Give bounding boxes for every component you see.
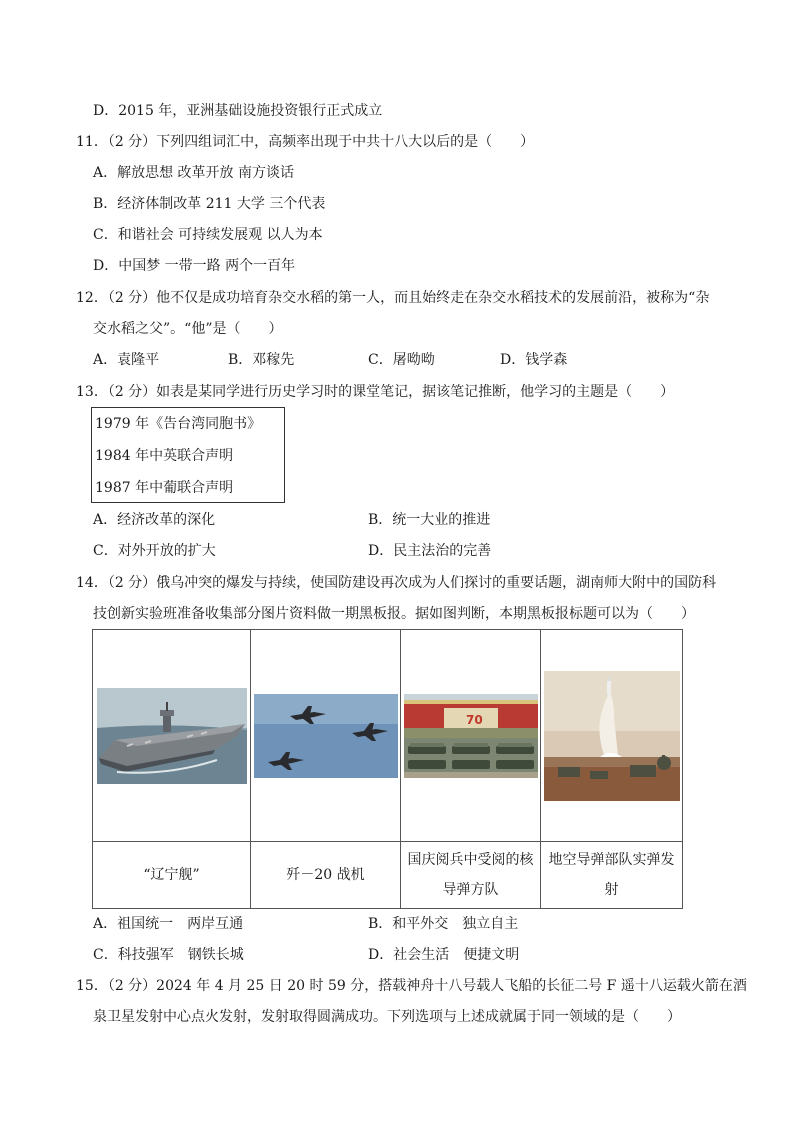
q12-option-b: B．邓稼先 <box>228 352 295 368</box>
q11-option-b: B．经济体制改革 211 大学 三个代表 <box>93 196 326 212</box>
missile-launch-photo <box>544 671 680 801</box>
q14-caption-3: 国庆阅兵中受阅的核 导弹方队 <box>401 842 541 909</box>
q11-stem: 11．（2 分）下列四组词汇中，高频率出现于中共十八大以后的是（ ） <box>76 134 535 150</box>
q13-option-a: A．经济改革的深化 <box>93 512 216 528</box>
q14-cell-liaoning <box>93 630 251 842</box>
j20-fighter-photo <box>254 694 398 778</box>
q14-caption-1: “辽宁舰” <box>93 842 251 909</box>
q11-option-a: A．解放思想 改革开放 南方谈话 <box>93 165 295 181</box>
q14-option-d: D．社会生活 便捷文明 <box>368 947 520 963</box>
q15-stem-line1: 15．（2 分）2024 年 4 月 25 日 20 时 59 分，搭载神舟十八号载人飞船的长征二号 F 遥十八运载火箭在酒 <box>76 978 747 994</box>
q13-notes-box <box>91 407 285 503</box>
q13-option-b: B．统一大业的推进 <box>368 512 491 528</box>
q14-cell-sam-launch <box>541 630 683 842</box>
aircraft-carrier-photo <box>97 688 247 784</box>
missile-parade-photo <box>404 694 538 778</box>
q13-note-3: 1987 年中葡联合声明 <box>95 480 234 496</box>
q13-option-d: D．民主法治的完善 <box>368 543 492 559</box>
q14-caption-4: 地空导弹部队实弹发 射 <box>541 842 683 909</box>
q13-stem: 13．（2 分）如表是某同学进行历史学习时的课堂笔记，据该笔记推断，他学习的主题是（ ） <box>76 384 675 400</box>
q14-stem-line1: 14．（2 分）俄乌冲突的爆发与持续，使国防建设再次成为人们探讨的重要话题，湖南师大附中的国防科 <box>76 575 717 591</box>
q12-option-d: D．钱学森 <box>500 352 568 368</box>
q14-picture-table <box>92 629 683 909</box>
q14-option-b: B．和平外交 独立自主 <box>368 916 519 932</box>
q10-option-d: D．2015 年，亚洲基础设施投资银行正式成立 <box>93 103 383 119</box>
q12-option-a: A．袁隆平 <box>93 352 160 368</box>
q12-option-c: C．屠呦呦 <box>368 352 435 368</box>
q13-note-1: 1979 年《告台湾同胞书》 <box>95 416 262 432</box>
q15-stem-line2: 泉卫星发射中心点火发射，发射取得圆满成功。下列选项与上述成就属于同一领域的是（ ） <box>93 1009 681 1025</box>
q14-caption-2: 歼－20 战机 <box>251 842 401 909</box>
svg-text:70: 70 <box>465 712 483 727</box>
q13-note-2: 1984 年中英联合声明 <box>95 448 234 464</box>
q14-cell-j20 <box>251 630 401 842</box>
q11-option-d: D．中国梦 一带一路 两个一百年 <box>93 258 296 274</box>
q14-cell-parade <box>401 630 541 842</box>
q13-option-c: C．对外开放的扩大 <box>93 543 216 559</box>
q14-option-c: C．科技强军 钢铁长城 <box>93 947 244 963</box>
q14-stem-line2: 技创新实验班准备收集部分图片资料做一期黑板报。据如图判断，本期黑板报标题可以为（ ） <box>93 606 695 622</box>
q11-option-c: C．和谐社会 可持续发展观 以人为本 <box>93 227 323 243</box>
q14-option-a: A．祖国统一 两岸互通 <box>93 916 244 932</box>
q12-stem-line1: 12．（2 分）他不仅是成功培育杂交水稻的第一人，而且始终走在杂交水稻技术的发展前沿，被称为“杂 <box>76 290 710 306</box>
q12-stem-line2: 交水稻之父”。“他”是（ ） <box>93 321 283 337</box>
